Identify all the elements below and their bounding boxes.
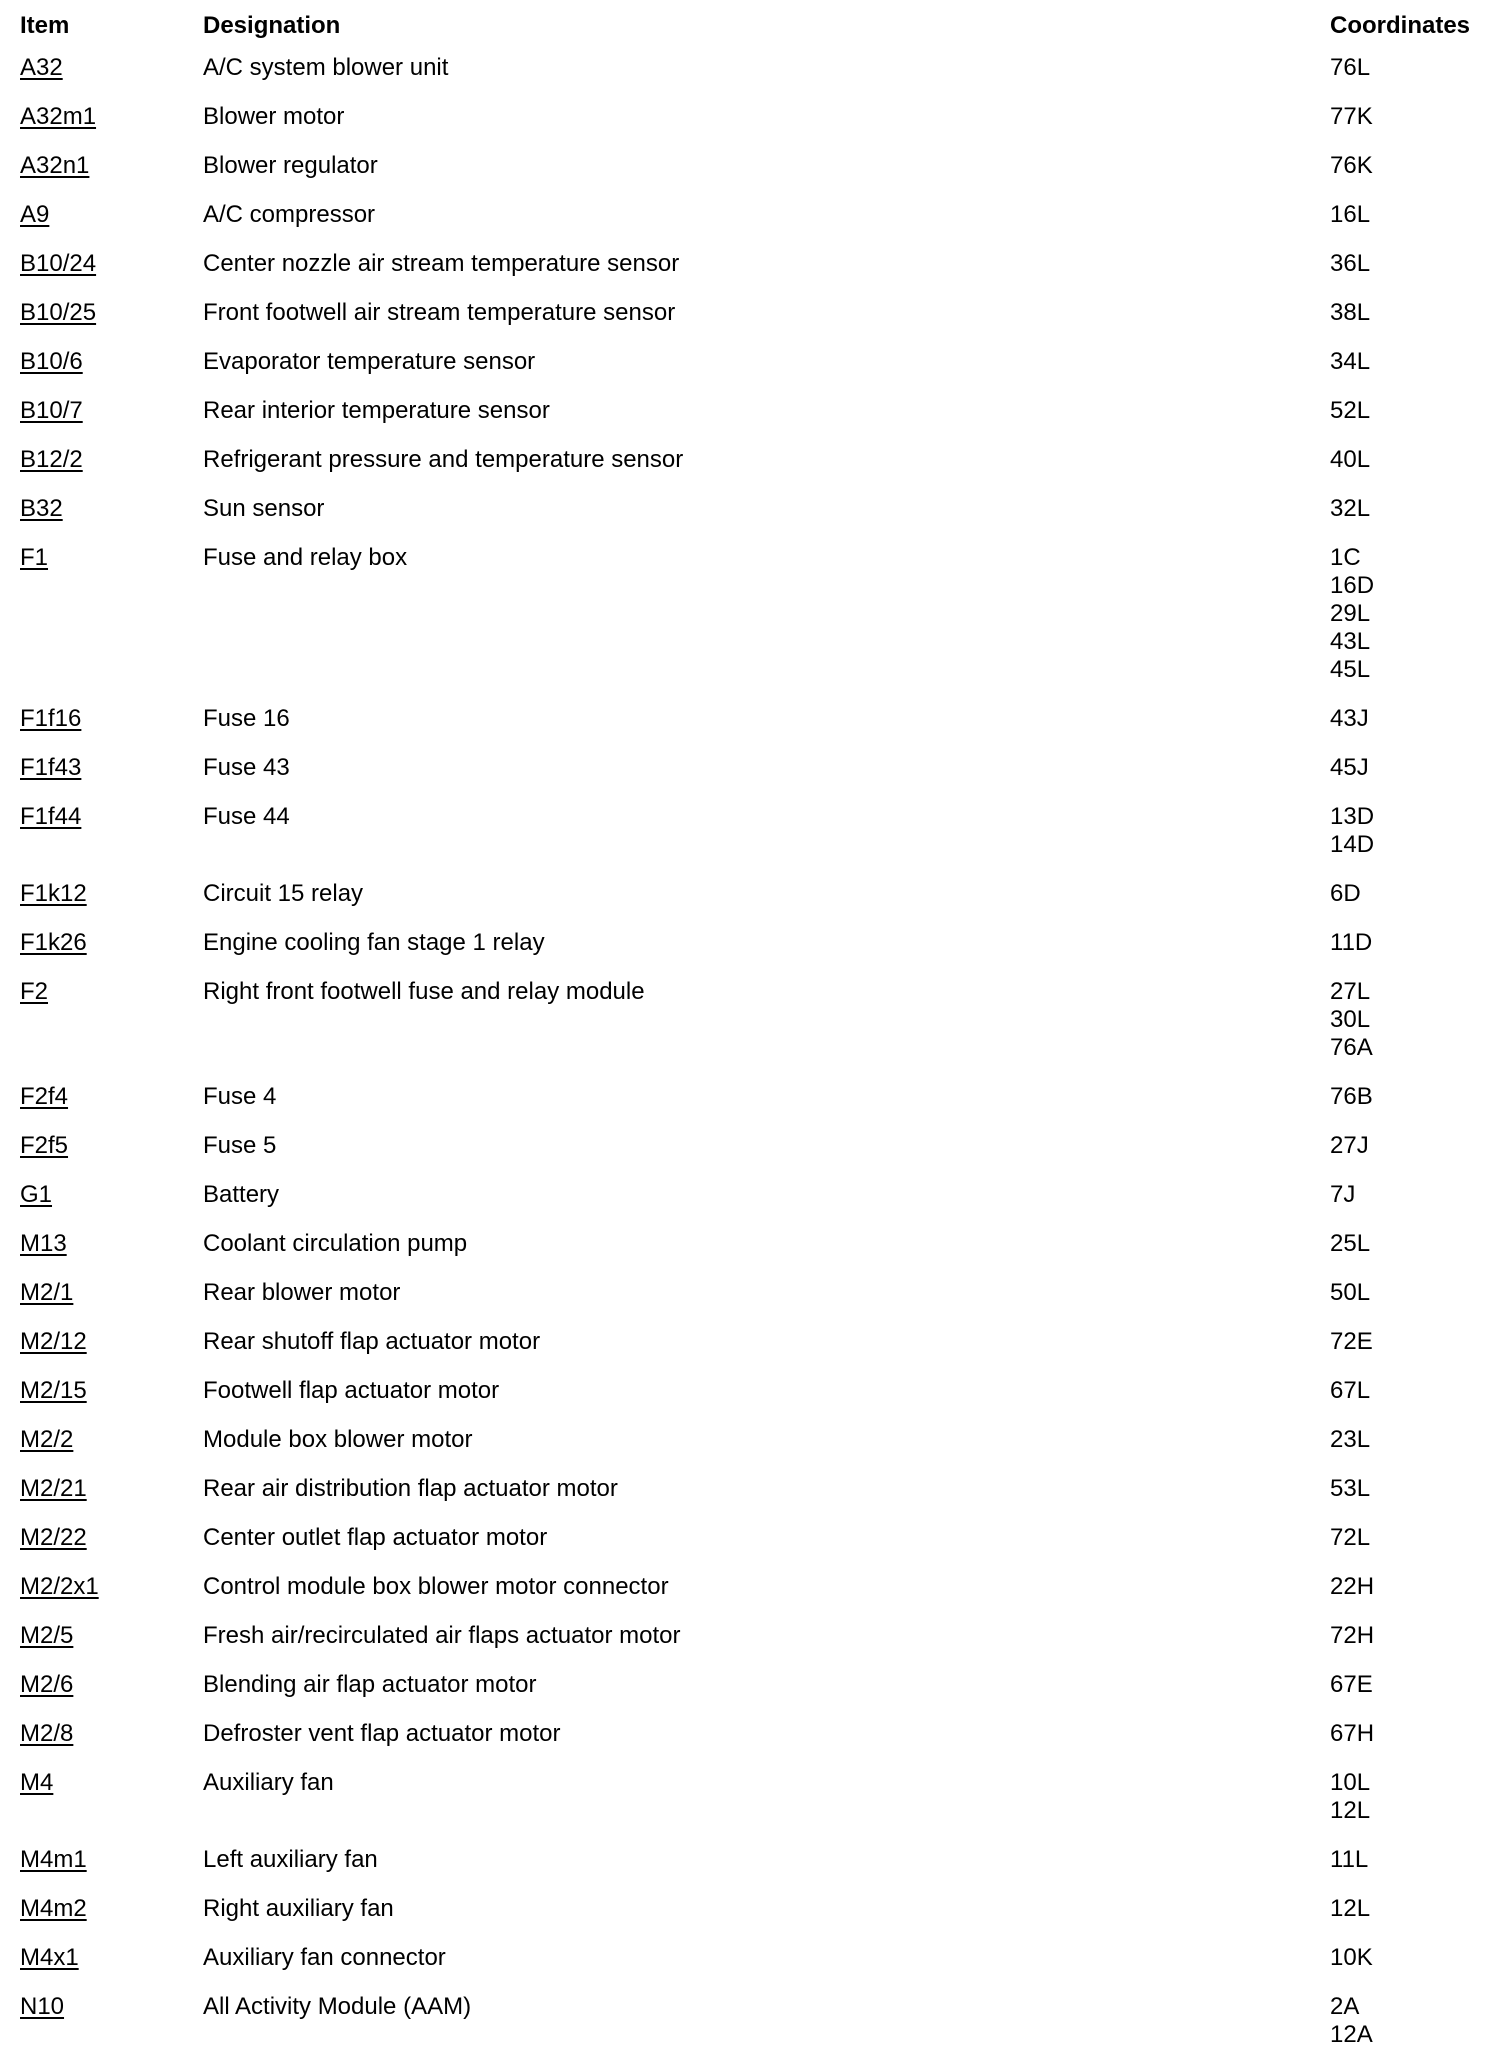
item-column-header: Item [20, 12, 70, 39]
designation-cell: Auxiliary fan [203, 1769, 334, 1796]
table-row [0, 1709, 1504, 1758]
coordinates-cell [1330, 1758, 1504, 1835]
item-link[interactable]: M2/22 [20, 1524, 87, 1551]
coordinate-value: 22H [1330, 1573, 1375, 1600]
table-row [0, 1611, 1504, 1660]
item-cell [0, 1884, 203, 1933]
designation-cell: Fuse 43 [203, 754, 290, 781]
item-link[interactable]: M2/12 [20, 1328, 87, 1355]
table-row [0, 1562, 1504, 1611]
coordinates-cell [1330, 288, 1504, 337]
item-link[interactable]: M2/6 [20, 1671, 74, 1698]
item-cell [0, 1268, 203, 1317]
table-row [0, 1982, 1504, 2059]
coordinates-cell [1330, 484, 1504, 533]
item-link[interactable]: F1k12 [20, 880, 87, 907]
item-link[interactable]: B32 [20, 495, 63, 522]
coordinate-value: 34L [1330, 348, 1371, 375]
coordinate-value: 67H [1330, 1720, 1375, 1747]
designation-cell: Center nozzle air stream temperature sensor [203, 250, 680, 277]
item-cell [0, 1758, 203, 1835]
designation-cell: Blending air flap actuator motor [203, 1671, 537, 1698]
item-link[interactable]: A9 [20, 201, 50, 228]
coordinates-cell [1330, 1170, 1504, 1219]
item-cell [0, 1366, 203, 1415]
item-cell [0, 1709, 203, 1758]
coordinates-cell [1330, 1072, 1504, 1121]
coordinates-cell [1330, 533, 1504, 694]
designation-cell: Refrigerant pressure and temperature sensor [203, 446, 684, 473]
table-row [0, 1072, 1504, 1121]
item-cell [0, 1933, 203, 1982]
coordinate-value: 12A [1330, 2021, 1373, 2048]
table-row [0, 190, 1504, 239]
coordinate-value: 11L [1330, 1846, 1369, 1873]
item-link[interactable]: M4m2 [20, 1895, 87, 1922]
coordinates-cell [1330, 386, 1504, 435]
coordinate-value: 38L [1330, 299, 1371, 326]
coordinate-value: 29L [1330, 600, 1371, 627]
item-cell [0, 1562, 203, 1611]
item-link[interactable]: M2/5 [20, 1622, 74, 1649]
coordinates-cell [1330, 1933, 1504, 1982]
coordinate-value: 45L [1330, 656, 1371, 683]
item-cell [0, 1072, 203, 1121]
table-row [0, 386, 1504, 435]
item-link[interactable]: B10/6 [20, 348, 83, 375]
item-cell [0, 190, 203, 239]
coordinates-cell [1330, 92, 1504, 141]
item-cell [0, 1982, 203, 2059]
table-row [0, 533, 1504, 694]
item-cell [0, 1611, 203, 1660]
item-cell [0, 92, 203, 141]
designation-cell: Blower motor [203, 103, 345, 130]
coordinates-cell [1330, 869, 1504, 918]
designation-cell: A/C system blower unit [203, 54, 449, 81]
designation-cell: Battery [203, 1181, 280, 1208]
designation-cell: Fresh air/recirculated air flaps actuator motor [203, 1622, 681, 1649]
coordinate-value: 12L [1330, 1797, 1371, 1824]
coordinate-value: 23L [1330, 1426, 1371, 1453]
coordinates-cell [1330, 1513, 1504, 1562]
coordinates-cell [1330, 1835, 1504, 1884]
item-link[interactable]: M2/15 [20, 1377, 87, 1404]
header-row [0, 0, 1504, 43]
coordinate-value: 6D [1330, 880, 1361, 907]
item-cell [0, 1464, 203, 1513]
coordinate-value: 53L [1330, 1475, 1371, 1502]
item-cell [0, 1170, 203, 1219]
coordinates-cell [1330, 337, 1504, 386]
table-row [0, 1835, 1504, 1884]
table-row [0, 1933, 1504, 1982]
item-cell [0, 43, 203, 92]
designation-cell: Fuse 5 [203, 1132, 277, 1159]
coordinate-value: 72H [1330, 1622, 1375, 1649]
item-link[interactable]: B10/25 [20, 299, 97, 326]
item-cell [0, 484, 203, 533]
table-row [0, 1170, 1504, 1219]
table-row [0, 1884, 1504, 1933]
table-row [0, 43, 1504, 92]
table-row [0, 1758, 1504, 1835]
coordinate-value: 76A [1330, 1034, 1373, 1061]
item-link[interactable]: A32m1 [20, 103, 97, 130]
coordinate-value: 43J [1330, 705, 1369, 732]
coordinate-value: 10L [1330, 1769, 1371, 1796]
item-cell [0, 435, 203, 484]
table-row [0, 484, 1504, 533]
coordinate-value: 27J [1330, 1132, 1369, 1159]
item-cell [0, 141, 203, 190]
item-cell [0, 743, 203, 792]
item-cell [0, 1513, 203, 1562]
coordinates-cell [1330, 1219, 1504, 1268]
table-row [0, 1268, 1504, 1317]
coordinate-value: 30L [1330, 1006, 1371, 1033]
table-row [0, 141, 1504, 190]
designation-cell: Fuse 44 [203, 803, 290, 830]
coordinate-value: 36L [1330, 250, 1371, 277]
item-link[interactable]: M2/1 [20, 1279, 74, 1306]
item-link[interactable]: G1 [20, 1181, 53, 1208]
item-cell [0, 918, 203, 967]
coordinates-cell [1330, 694, 1504, 743]
designation-cell: Engine cooling fan stage 1 relay [203, 929, 545, 956]
item-link[interactable]: B10/24 [20, 250, 97, 277]
table-row [0, 1219, 1504, 1268]
designation-cell: A/C compressor [203, 201, 376, 228]
table-row [0, 1464, 1504, 1513]
coordinate-value: 25L [1330, 1230, 1371, 1257]
item-link[interactable]: M13 [20, 1230, 67, 1257]
coordinates-cell [1330, 743, 1504, 792]
item-cell [0, 869, 203, 918]
coordinates-cell [1330, 1884, 1504, 1933]
table-row [0, 239, 1504, 288]
designation-cell: Rear blower motor [203, 1279, 401, 1306]
item-link[interactable]: B10/7 [20, 397, 83, 424]
designation-cell: Defroster vent flap actuator motor [203, 1720, 561, 1747]
item-link[interactable]: A32n1 [20, 152, 90, 179]
item-cell [0, 386, 203, 435]
table-row [0, 694, 1504, 743]
coordinates-cell [1330, 1464, 1504, 1513]
coordinate-value: 43L [1330, 628, 1371, 655]
coordinate-value: 40L [1330, 446, 1371, 473]
coordinates-cell [1330, 190, 1504, 239]
coordinates-column-header: Coordinates [1330, 12, 1471, 39]
coordinates-cell [1330, 1982, 1504, 2059]
designation-cell: Center outlet flap actuator motor [203, 1524, 548, 1551]
item-link[interactable]: A32 [20, 54, 63, 81]
coordinate-value: 13D [1330, 803, 1375, 830]
coordinate-value: 72L [1330, 1524, 1371, 1551]
coordinates-cell [1330, 1562, 1504, 1611]
coordinate-value: 2A [1330, 1993, 1360, 2020]
item-link[interactable]: M2/21 [20, 1475, 87, 1502]
designation-cell: All Activity Module (AAM) [203, 1993, 472, 2020]
item-link[interactable]: M2/8 [20, 1720, 74, 1747]
coordinate-value: 50L [1330, 1279, 1371, 1306]
item-link[interactable]: F1k26 [20, 929, 87, 956]
coordinate-value: 16D [1330, 572, 1375, 599]
coordinate-value: 52L [1330, 397, 1371, 424]
coordinate-value: 1C [1330, 544, 1361, 571]
item-cell [0, 1835, 203, 1884]
table-row [0, 337, 1504, 386]
item-link[interactable]: F1f43 [20, 754, 82, 781]
table-row [0, 869, 1504, 918]
table-row [0, 435, 1504, 484]
item-cell [0, 967, 203, 1072]
coordinates-cell [1330, 1709, 1504, 1758]
coordinates-cell [1330, 967, 1504, 1072]
designation-cell: Sun sensor [203, 495, 325, 522]
item-cell [0, 792, 203, 869]
coordinates-cell [1330, 1611, 1504, 1660]
coordinate-value: 32L [1330, 495, 1371, 522]
item-cell [0, 1317, 203, 1366]
designation-cell: Blower regulator [203, 152, 378, 179]
designation-cell: Rear interior temperature sensor [203, 397, 550, 424]
coordinate-value: 14D [1330, 831, 1375, 858]
designation-cell: Fuse 4 [203, 1083, 277, 1110]
table-row [0, 792, 1504, 869]
item-cell [0, 337, 203, 386]
item-link[interactable]: M4m1 [20, 1846, 87, 1873]
designation-cell: Fuse and relay box [203, 544, 408, 571]
coordinates-cell [1330, 1366, 1504, 1415]
table-row [0, 918, 1504, 967]
designation-cell: Left auxiliary fan [203, 1846, 378, 1873]
designation-cell: Right auxiliary fan [203, 1895, 394, 1922]
item-link[interactable]: F2 [20, 978, 49, 1005]
coordinates-cell [1330, 1268, 1504, 1317]
table-row [0, 1513, 1504, 1562]
coordinates-cell [1330, 792, 1504, 869]
coordinates-cell [1330, 141, 1504, 190]
coordinate-value: 76L [1330, 54, 1371, 81]
coordinate-value: 76K [1330, 152, 1373, 179]
coordinates-cell [1330, 1415, 1504, 1464]
table-row [0, 288, 1504, 337]
designation-cell: Coolant circulation pump [203, 1230, 468, 1257]
coordinate-value: 12L [1330, 1895, 1371, 1922]
table-row [0, 1415, 1504, 1464]
coordinate-value: 10K [1330, 1944, 1373, 1971]
item-link[interactable]: M2/2x1 [20, 1573, 99, 1600]
item-link[interactable]: F1f16 [20, 705, 82, 732]
coordinate-value: 76B [1330, 1083, 1373, 1110]
item-cell [0, 1660, 203, 1709]
item-cell [0, 1415, 203, 1464]
coordinates-cell [1330, 1317, 1504, 1366]
coordinate-value: 77K [1330, 103, 1373, 130]
designation-cell: Front footwell air stream temperature sensor [203, 299, 676, 326]
table-row [0, 1366, 1504, 1415]
table-row [0, 1121, 1504, 1170]
designation-cell: Right front footwell fuse and relay module [203, 978, 645, 1005]
designation-column-header: Designation [203, 12, 341, 39]
coordinates-cell [1330, 239, 1504, 288]
coordinate-value: 27L [1330, 978, 1371, 1005]
item-link[interactable]: M4x1 [20, 1944, 79, 1971]
coordinate-value: 7J [1330, 1181, 1356, 1208]
designation-cell: Circuit 15 relay [203, 880, 364, 907]
item-link[interactable]: N10 [20, 1993, 65, 2020]
item-link[interactable]: F2f4 [20, 1083, 69, 1110]
item-cell [0, 239, 203, 288]
table-row [0, 967, 1504, 1072]
table-row [0, 743, 1504, 792]
coordinate-value: 45J [1330, 754, 1369, 781]
coordinates-cell [1330, 43, 1504, 92]
coordinates-cell [1330, 918, 1504, 967]
designation-cell: Auxiliary fan connector [203, 1944, 446, 1971]
item-cell [0, 694, 203, 743]
item-link[interactable]: M2/2 [20, 1426, 74, 1453]
designation-cell: Module box blower motor [203, 1426, 473, 1453]
coordinates-cell [1330, 435, 1504, 484]
legend-body [0, 43, 1504, 2059]
table-row [0, 1660, 1504, 1709]
table-row [0, 92, 1504, 141]
item-link[interactable]: F1 [20, 544, 49, 571]
coordinate-value: 67L [1330, 1377, 1371, 1404]
item-link[interactable]: M4 [20, 1769, 54, 1796]
designation-cell: Fuse 16 [203, 705, 290, 732]
designation-cell: Rear shutoff flap actuator motor [203, 1328, 541, 1355]
item-link[interactable]: F2f5 [20, 1132, 69, 1159]
coordinate-value: 11D [1330, 929, 1373, 956]
coordinate-value: 72E [1330, 1328, 1373, 1355]
coordinates-cell [1330, 1121, 1504, 1170]
designation-cell: Rear air distribution flap actuator motor [203, 1475, 618, 1502]
coordinates-cell [1330, 1660, 1504, 1709]
coordinate-value: 67E [1330, 1671, 1373, 1698]
designation-cell: Control module box blower motor connector [203, 1573, 669, 1600]
item-cell [0, 1121, 203, 1170]
item-cell [0, 533, 203, 694]
coordinate-value: 16L [1330, 201, 1371, 228]
item-cell [0, 288, 203, 337]
table-row [0, 1317, 1504, 1366]
item-link[interactable]: B12/2 [20, 446, 83, 473]
designation-cell: Footwell flap actuator motor [203, 1377, 500, 1404]
item-link[interactable]: F1f44 [20, 803, 82, 830]
designation-cell: Evaporator temperature sensor [203, 348, 536, 375]
item-cell [0, 1219, 203, 1268]
